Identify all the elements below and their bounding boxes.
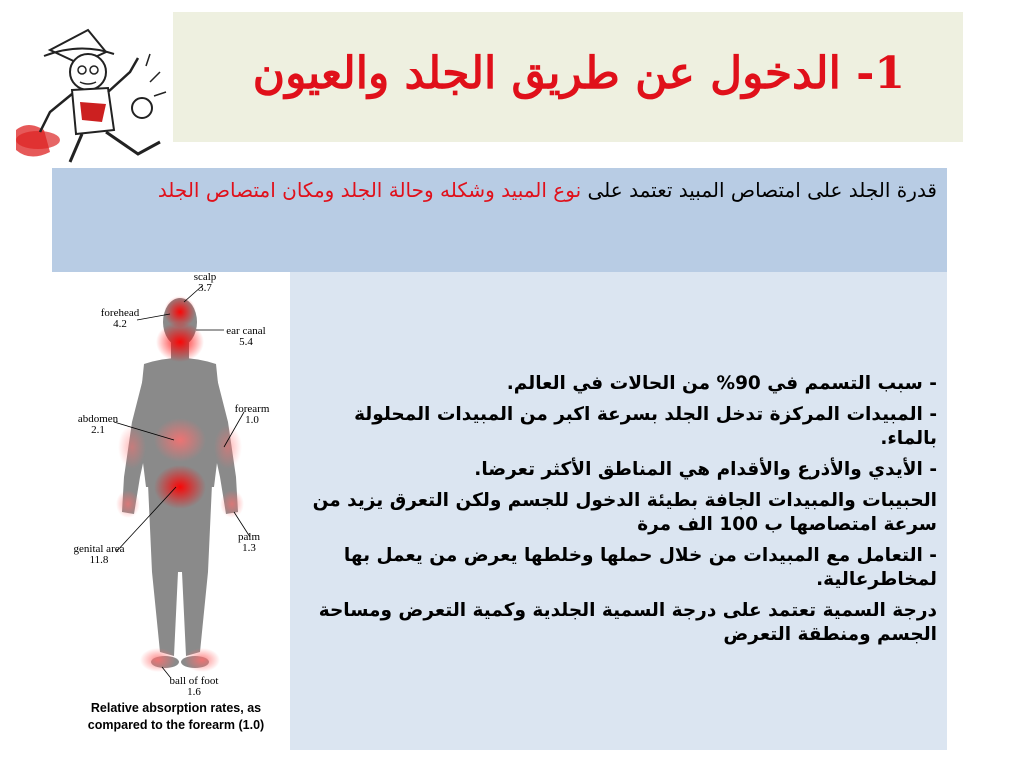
label-palm [232, 532, 266, 554]
bullet-item: - الأيدي والأذرع والأقدام هي المناطق الأكثر تعرضا. [474, 459, 937, 480]
intro-text [62, 174, 937, 206]
label-palm-name: palm [238, 531, 260, 543]
label-genital-area [66, 544, 132, 566]
label-scalp-name: scalp [193, 271, 217, 283]
label-abdomen [70, 414, 126, 436]
label-abdomen-value: 2.1 [91, 424, 105, 436]
bullet-item: - التعامل مع المبيدات من خلال حملها وخلطها يعرض من يعمل بها لمخاطرعالية. [343, 545, 937, 590]
absorption-figure [62, 272, 290, 737]
bullets-box [290, 272, 947, 750]
label-ear-canal-value: 5.4 [239, 336, 253, 348]
label-forehead-name: forehead [100, 307, 140, 319]
intro-text-highlight: نوع المبيد وشكله وحالة الجلد ومكان امتصاص الجلد [157, 178, 582, 202]
figure-caption [62, 700, 290, 734]
intro-text-part1: قدرة الجلد على امتصاص المبيد تعتمد على [581, 178, 937, 202]
label-ball-of-foot [162, 676, 226, 698]
label-palm-value: 1.3 [242, 542, 256, 554]
bullet-item: - سبب التسمم في 90% من الحالات في العالم. [506, 373, 937, 394]
label-forearm-value: 1.0 [245, 414, 259, 426]
label-ear-canal [220, 326, 272, 348]
cartoon-sprayer-illustration [10, 12, 170, 170]
label-ball-of-foot-value: 1.6 [187, 686, 201, 698]
label-scalp [190, 272, 220, 294]
figure-caption-line2: compared to the forearm (1.0) [87, 718, 265, 732]
bullet-item: - المبيدات المركزة تدخل الجلد بسرعة اكبر من المبيدات المحلولة بالماء. [354, 404, 937, 449]
figure-caption-line1: Relative absorption rates, as [90, 701, 262, 715]
label-forearm-name: forearm [234, 403, 270, 415]
label-forehead-value: 4.2 [113, 318, 127, 330]
label-scalp-value: 3.7 [198, 282, 212, 294]
intro-box [52, 168, 947, 272]
label-genital-area-value: 11.8 [89, 554, 109, 566]
slide-title: 1- الدخول عن طريق الجلد والعيون [252, 48, 905, 99]
bullet-list [300, 372, 937, 654]
label-genital-area-name: genital area [73, 543, 125, 555]
label-forearm [230, 404, 274, 426]
label-forehead [90, 308, 150, 330]
label-ear-canal-name: ear canal [226, 325, 266, 337]
label-abdomen-name: abdomen [77, 413, 119, 425]
bullet-item: الحبيبات والمبيدات الجافة بطيئة الدخول للجسم ولكن التعرق يزيد من سرعة امتصاصها ب 100 الف مرة [312, 490, 937, 535]
bullet-item: درجة السمية تعتمد على درجة السمية الجلدية وكمية التعرض ومساحة الجسم ومنطقة التعرض [318, 600, 937, 645]
label-ball-of-foot-name: ball of foot [169, 675, 219, 687]
title-banner [173, 12, 963, 142]
